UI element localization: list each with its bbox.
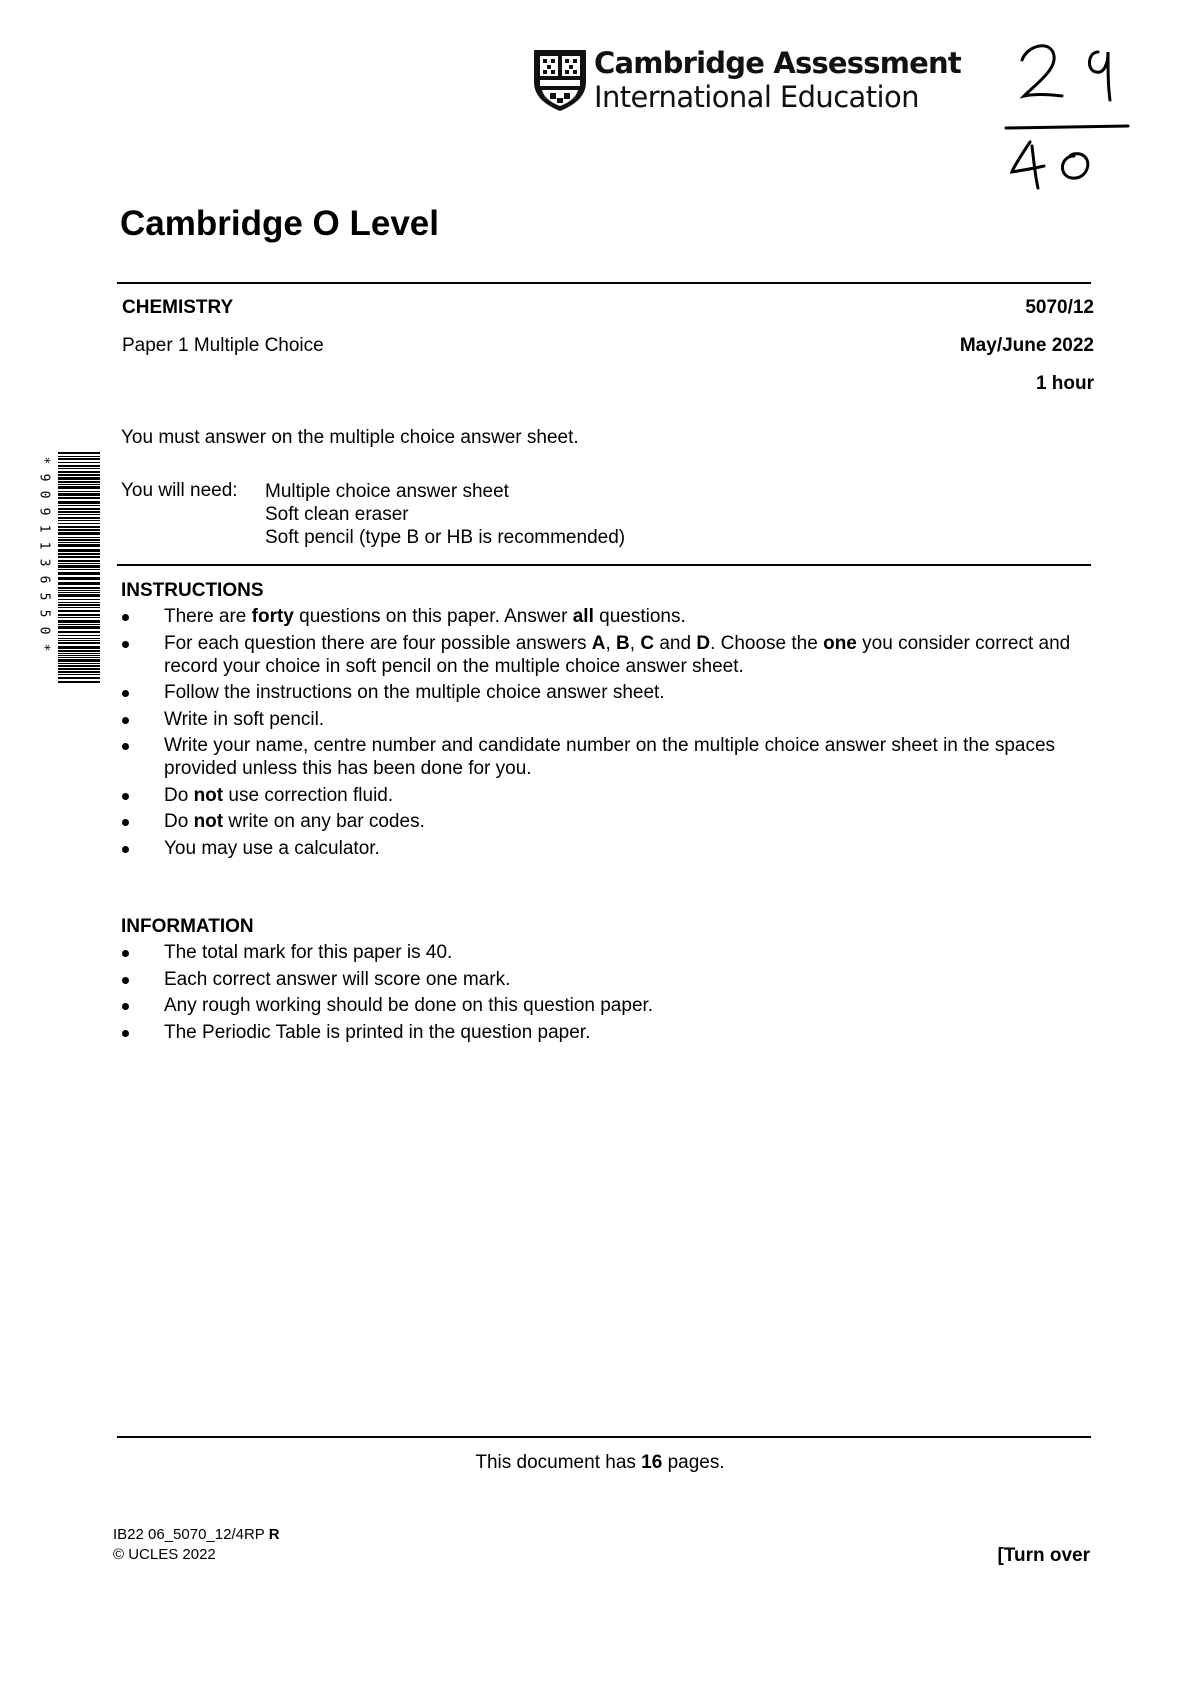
need-item: Soft clean eraser [265, 504, 409, 525]
instructions-heading: INSTRUCTIONS [121, 580, 264, 601]
divider [117, 282, 1091, 284]
need-item: Multiple choice answer sheet [265, 481, 509, 502]
barcode-digit: 0 [36, 490, 52, 499]
shield-icon [532, 48, 588, 112]
page-count-suffix: pages. [662, 1452, 725, 1473]
instruction-item: Do not use correction fluid. [120, 784, 1100, 807]
turn-over: [Turn over [997, 1545, 1090, 1566]
barcode-digit: * [36, 643, 52, 652]
reference-code [113, 1526, 280, 1543]
barcode-digit: 9 [36, 473, 52, 482]
barcode-digit: 9 [36, 507, 52, 516]
barcode-bars [58, 452, 100, 684]
instructions-list [120, 605, 1100, 863]
you-will-need-label: You will need: [121, 480, 238, 501]
barcode-digit: 1 [36, 524, 52, 533]
copyright: © UCLES 2022 [113, 1546, 216, 1563]
paper-name: Paper 1 Multiple Choice [122, 335, 324, 356]
answer-note: You must answer on the multiple choice answer sheet. [121, 427, 579, 448]
information-list [120, 941, 1100, 1047]
page-count: 16 [641, 1452, 663, 1473]
information-heading: INFORMATION [121, 916, 254, 937]
reference-suffix: R [268, 1526, 280, 1543]
logo-line-1: Cambridge Assessment [594, 46, 961, 80]
instruction-item: There are forty questions on this paper. Answer all questions. [120, 605, 1100, 628]
instruction-item: For each question there are four possible answers A, B, C and D. Choose the one you consider correct and record your choice in soft pencil on the multiple choice answer sheet. [120, 632, 1100, 678]
barcode-digit: * [36, 456, 52, 465]
barcode-digit: 6 [36, 575, 52, 584]
syllabus-code: 5070/12 [1025, 297, 1094, 318]
barcode-digit: 5 [36, 592, 52, 601]
instruction-item: Write in soft pencil. [120, 708, 1100, 731]
exam-session: May/June 2022 [959, 335, 1094, 356]
divider [117, 1436, 1091, 1438]
instruction-item: Do not write on any bar codes. [120, 810, 1100, 833]
logo-line-2: International Education [594, 80, 919, 114]
you-will-need-list [265, 480, 625, 549]
exam-duration: 1 hour [1035, 373, 1094, 394]
instruction-item: Write your name, centre number and candidate number on the multiple choice answer sheet in the spaces provided unless this has been done for you. [120, 734, 1100, 780]
cambridge-logo [532, 46, 961, 116]
information-item: Each correct answer will score one mark. [120, 968, 1100, 991]
barcode-digit: 0 [36, 626, 52, 635]
barcode [34, 452, 100, 684]
information-item: The total mark for this paper is 40. [120, 941, 1100, 964]
divider [117, 564, 1091, 566]
need-item: Soft pencil (type B or HB is recommended) [265, 527, 626, 548]
subject: CHEMISTRY [122, 297, 234, 318]
barcode-digit: 3 [36, 558, 52, 567]
handwritten-score [1000, 30, 1140, 190]
instruction-item: Follow the instructions on the multiple choice answer sheet. [120, 681, 1100, 704]
qualification-title: Cambridge O Level [120, 204, 439, 243]
page-count-note [0, 1452, 1200, 1474]
barcode-digits [34, 452, 54, 684]
instruction-item: You may use a calculator. [120, 837, 1100, 860]
page-count-prefix: This document has [475, 1452, 642, 1473]
barcode-digit: 1 [36, 541, 52, 550]
barcode-digit: 5 [36, 609, 52, 618]
information-item: Any rough working should be done on this question paper. [120, 994, 1100, 1017]
information-item: The Periodic Table is printed in the question paper. [120, 1021, 1100, 1044]
reference-code-text: IB22 06_5070_12/4RP [113, 1526, 265, 1543]
